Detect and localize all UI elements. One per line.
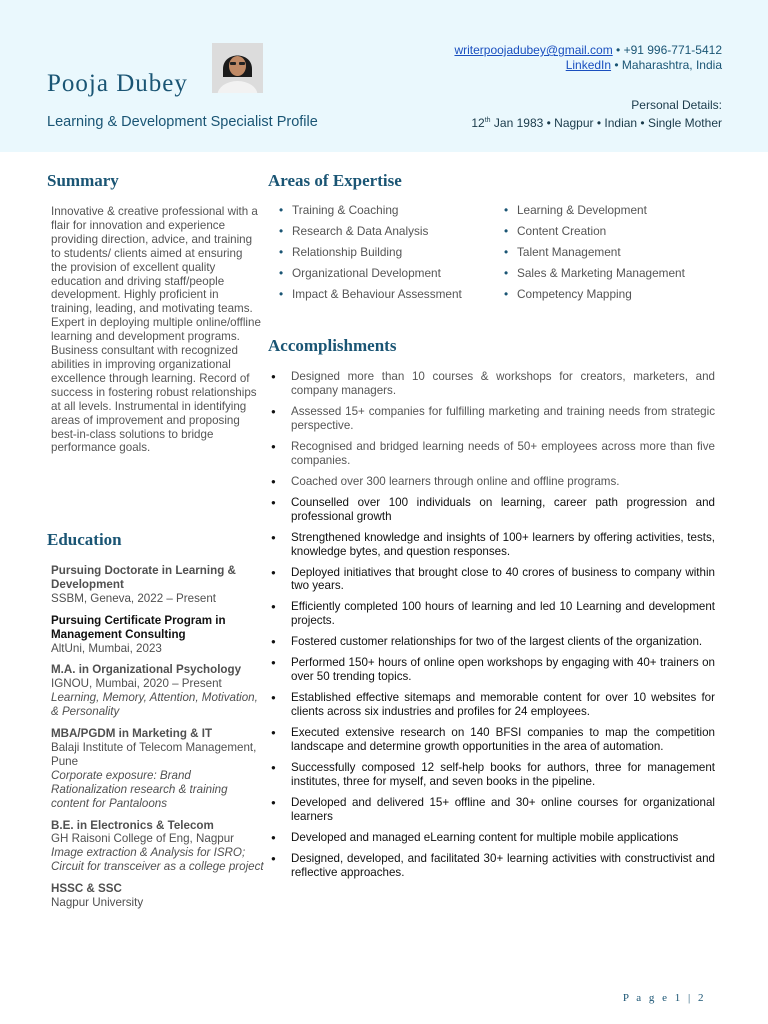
education-heading: Education [47, 530, 122, 549]
accomplishment-item: ● Coached over 300 learners through online and offline programs. [269, 475, 715, 489]
education-degree: M.A. in Organizational Psychology [51, 663, 242, 677]
expertise-item: • Competency Mapping [504, 287, 719, 301]
education-institution: AltUni, Mumbai, 2023 [51, 641, 162, 655]
expertise-item: • Sales & Marketing Management [504, 266, 719, 280]
profile-subtitle: Learning & Development Specialist Profile [47, 114, 318, 130]
education-institution: Balaji Institute of Telecom Management, Pune [51, 740, 257, 768]
education-degree: Pursuing Certificate Program in Management Consulting [51, 613, 226, 641]
summary-heading: Summary [47, 171, 119, 190]
accomplishment-item: ● Assessed 15+ companies for fulfilling marketing and training needs from strategic perspective. [269, 405, 715, 433]
phone-number: • +91 996-771-5412 [612, 43, 722, 57]
education-note: Corporate exposure: Brand Rationalization research & training content for Pantaloons [51, 768, 228, 810]
education-degree: HSSC & SSC [51, 882, 122, 896]
expertise-item: • Content Creation [504, 224, 719, 238]
education-institution: IGNOU, Mumbai, 2020 – Present [51, 677, 222, 691]
accomplishments-heading: Accomplishments [268, 336, 397, 355]
accomplishment-item: ● Developed and managed eLearning content for multiple mobile applications [269, 831, 715, 845]
expertise-item: • Relationship Building [279, 245, 504, 259]
expertise-item: • Research & Data Analysis [279, 224, 504, 238]
contact-line-1 [454, 43, 722, 58]
page-number: P a g e 1 | 2 [622, 992, 706, 1004]
expertise-item: • Talent Management [504, 245, 719, 259]
summary-text: Innovative & creative professional with a flair for innovation and experience providing direction, advice, and training to students/ clients aimed at ensuring the provision of excellent quality education and driving staff/people development. Highly proficient in training, leading, and motivating teams. Expert in deploying multiple online/offline learning and development programs. Business consultant with recognized abilities in improving organizational excellence through learning. Record of success in fostering robust relationships at all levels. Instrumental in identifying areas of improvement and proposing best-in-class solutions to bridge performance goals. [51, 205, 261, 455]
accomplishment-item: ● Deployed initiatives that brought close to 40 crores of business to company within two years. [269, 566, 715, 594]
accomplishment-item: ● Designed, developed, and facilitated 30+ learning activities with constructivist and reflective approaches. [269, 852, 715, 880]
accomplishment-item: ● Strengthened knowledge and insights of 100+ learners by offering activities, tests, knowledge bytes, and question responses. [269, 531, 715, 559]
accomplishment-item: ● Performed 150+ hours of online open workshops by engaging with 40+ trainers on over 50 trending topics. [269, 656, 715, 684]
contact-line-2 [454, 58, 722, 73]
education-degree: MBA/PGDM in Marketing & IT [51, 727, 213, 741]
expertise-item: • Impact & Behaviour Assessment [279, 287, 504, 301]
accomplishment-item: ● Designed more than 10 courses & workshops for creators, marketers, and company managers. [269, 370, 715, 398]
education-institution: SSBM, Geneva, 2022 – Present [51, 591, 216, 605]
personal-details-label: Personal Details: [631, 98, 722, 112]
education-institution: Nagpur University [51, 896, 144, 910]
contact-block [454, 43, 722, 73]
expertise-item: • Training & Coaching [279, 203, 504, 217]
expertise-heading: Areas of Expertise [268, 171, 402, 190]
education-degree: Pursuing Doctorate in Learning & Development [51, 564, 236, 591]
education-note: Image extraction & Analysis for ISRO; Circuit for transceiver as a college project [51, 846, 264, 874]
accomplishments-list [269, 370, 715, 887]
education-entry [51, 882, 265, 910]
accomplishment-item: ● Efficiently completed 100 hours of learning and led 10 Learning and development projects. [269, 600, 715, 628]
email-link[interactable]: writerpoojadubey@gmail.com [454, 43, 613, 57]
education-entry [51, 727, 265, 810]
education-entry [51, 564, 265, 606]
profile-photo [212, 43, 263, 93]
personal-details [471, 98, 722, 131]
education-degree: B.E. in Electronics & Telecom [51, 818, 214, 832]
expertise-item: • Learning & Development [504, 203, 719, 217]
candidate-name: Pooja Dubey [47, 70, 188, 97]
accomplishment-item: ● Established effective sitemaps and memorable content for over 10 websites for clients across six industries and profiles for 24 employees. [269, 691, 715, 719]
accomplishment-item: ● Successfully composed 12 self-help books for authors, three for management institutes, three for myself, and seven books in the pipeline. [269, 761, 715, 789]
education-entry [51, 663, 265, 719]
expertise-list [279, 203, 719, 301]
accomplishment-item: ● Fostered customer relationships for two of the largest clients of the organization. [269, 635, 715, 649]
location: • Maharashtra, India [611, 58, 722, 72]
education-entry [51, 614, 265, 656]
education-note: Learning, Memory, Attention, Motivation, & Personality [51, 691, 258, 719]
dob-rest: Jan 1983 • Nagpur • Indian • Single Mother [490, 116, 722, 130]
dob-suffix: th [484, 117, 491, 124]
linkedin-link[interactable]: LinkedIn [565, 58, 612, 72]
education-institution: GH Raisoni College of Eng, Nagpur [51, 832, 235, 846]
expertise-item: • Organizational Development [279, 266, 504, 280]
education-list [51, 564, 265, 918]
accomplishment-item: ● Recognised and bridged learning needs of 50+ employees across more than five companies. [269, 440, 715, 468]
accomplishment-item: ● Developed and delivered 15+ offline and 30+ online courses for organizational learners [269, 796, 715, 824]
personal-details-line [471, 113, 722, 131]
dob-day: 12 [471, 116, 485, 130]
accomplishment-item: ● Counselled over 100 individuals on learning, career path progression and professional growth [269, 496, 715, 524]
accomplishment-item: ● Executed extensive research on 140 BFSI companies to map the competition landscape and determine growth opportunities in the area of automation. [269, 726, 715, 754]
education-entry [51, 819, 265, 875]
